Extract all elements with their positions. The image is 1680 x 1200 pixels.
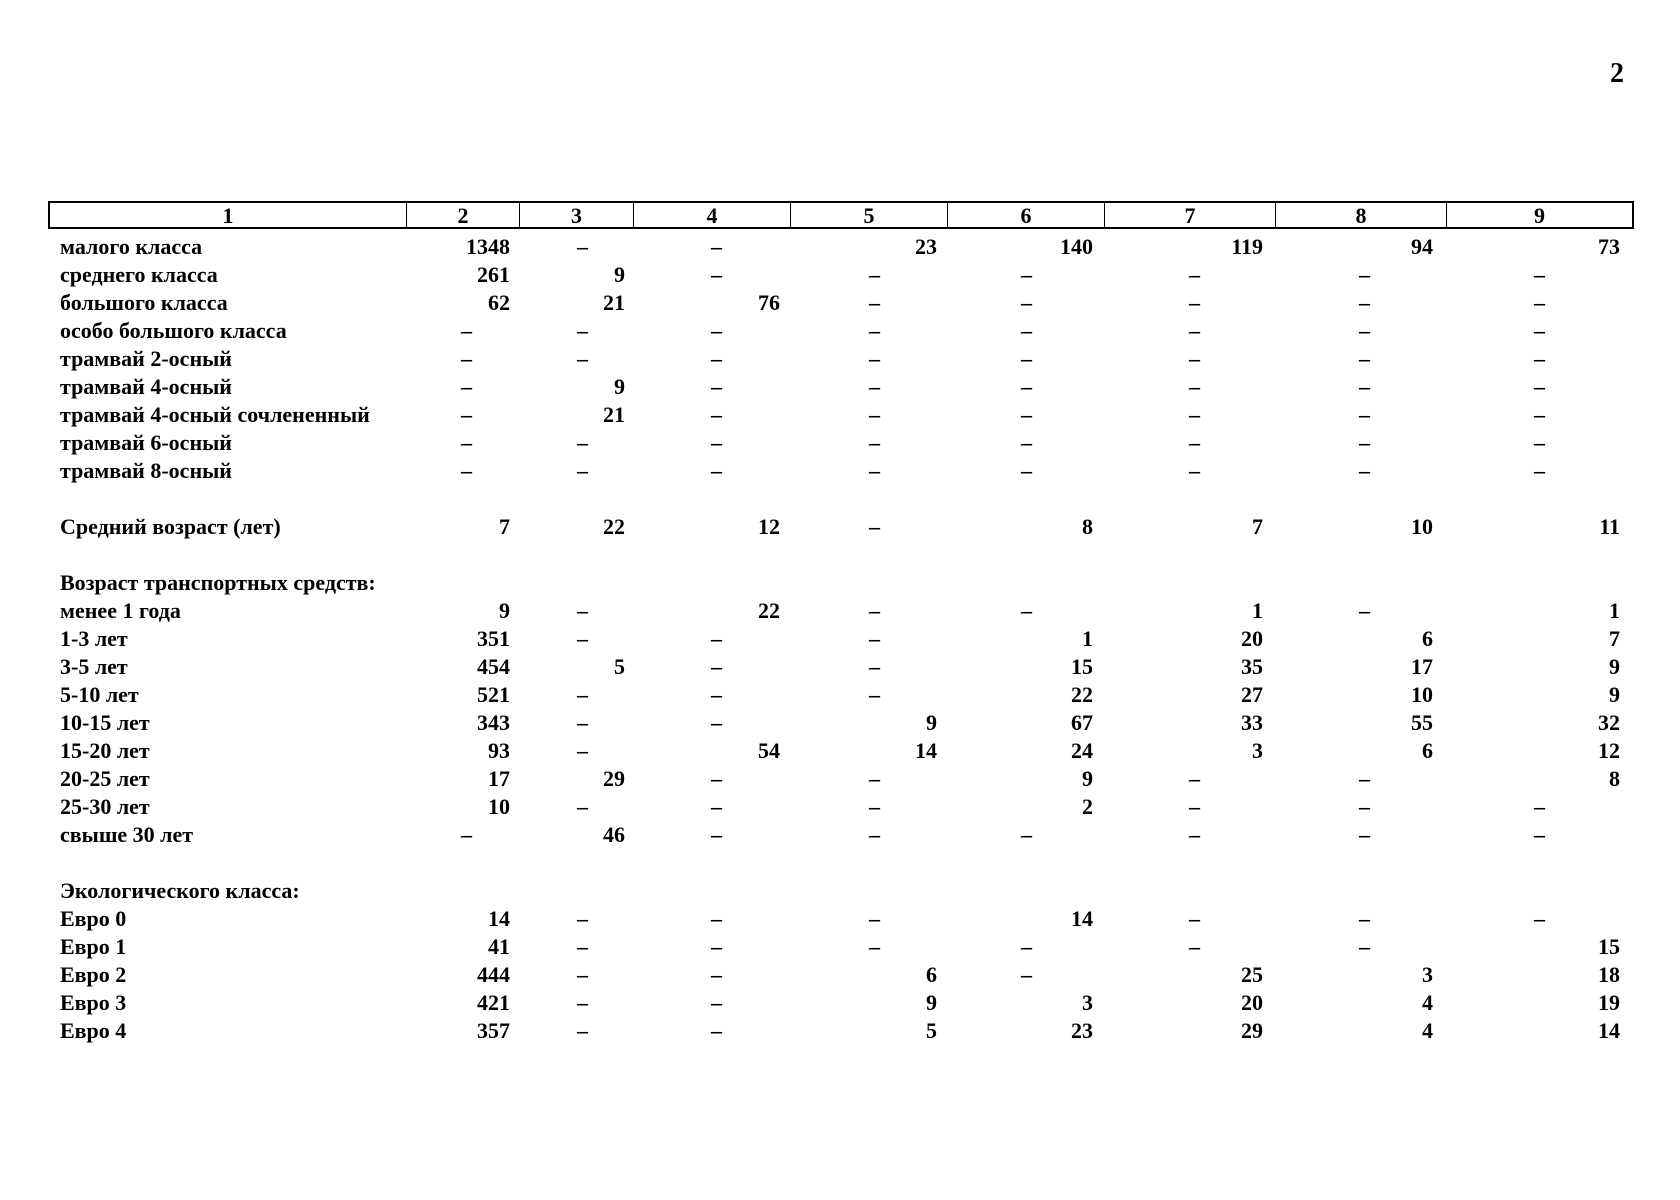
table-cell-col-8: – [1359, 906, 1370, 931]
table-row [0, 625, 1680, 653]
table-cell-col-5: – [869, 262, 880, 287]
table-cell-col-6: 22 [1071, 682, 1093, 707]
table-cell-col-9: – [1534, 374, 1545, 399]
table-cell-col-4: – [711, 402, 722, 427]
table-cell-col-4: 54 [758, 738, 780, 763]
table-row [0, 457, 1680, 485]
table-cell-col-7: 7 [1252, 514, 1263, 539]
table-row [0, 737, 1680, 765]
table-cell-col-6: – [1021, 598, 1032, 623]
table-row [0, 569, 1680, 597]
table-cell-col-2: 93 [488, 738, 510, 763]
table-cell-col-5: – [869, 766, 880, 791]
table-cell-col-3: 46 [603, 822, 625, 847]
table-cell-col-9: – [1534, 346, 1545, 371]
table-cell-col-7: – [1189, 318, 1200, 343]
table-cell-col-8: 17 [1411, 654, 1433, 679]
table-cell-col-5: 5 [926, 1018, 937, 1043]
table-cell-col-9: 1 [1609, 598, 1620, 623]
table-cell-col-7: – [1189, 430, 1200, 455]
table-cell-col-5: – [869, 626, 880, 651]
header-cell-8: 8 [1276, 203, 1447, 227]
table-cell-col-4: – [711, 766, 722, 791]
table-cell-col-6: – [1021, 962, 1032, 987]
row-label: менее 1 года [60, 598, 181, 623]
table-cell-col-2: 454 [477, 654, 510, 679]
table-row [0, 765, 1680, 793]
table-cell-col-5: 6 [926, 962, 937, 987]
table-cell-col-7: 27 [1241, 682, 1263, 707]
table-cell-col-6: 67 [1071, 710, 1093, 735]
row-label: Евро 3 [60, 990, 127, 1015]
table-cell-col-2: – [461, 374, 472, 399]
table-cell-col-8: – [1359, 346, 1370, 371]
header-cell-7: 7 [1105, 203, 1276, 227]
table-row [0, 905, 1680, 933]
table-cell-col-6: – [1021, 822, 1032, 847]
table-cell-col-8: – [1359, 934, 1370, 959]
table-cell-col-9: – [1534, 458, 1545, 483]
table-cell-col-8: – [1359, 598, 1370, 623]
row-label: трамвай 8-осный [60, 458, 232, 483]
table-cell-col-6: 15 [1071, 654, 1093, 679]
row-label: трамвай 6-осный [60, 430, 232, 455]
row-label: 10-15 лет [60, 710, 150, 735]
header-cell-1: 1 [50, 203, 407, 227]
table-row [0, 933, 1680, 961]
row-label: среднего класса [60, 262, 218, 287]
spacer-row [0, 849, 1680, 877]
table-cell-col-2: – [461, 822, 472, 847]
table-cell-col-6: – [1021, 262, 1032, 287]
table-cell-col-9: 12 [1598, 738, 1620, 763]
table-cell-col-4: – [711, 374, 722, 399]
table-cell-col-3: – [577, 234, 588, 259]
row-label: большого класса [60, 290, 228, 315]
table-cell-col-9: 19 [1598, 990, 1620, 1015]
row-label: 20-25 лет [60, 766, 150, 791]
table-cell-col-2: 521 [477, 682, 510, 707]
table-cell-col-5: – [869, 430, 880, 455]
row-label: Евро 2 [60, 962, 127, 987]
table-cell-col-5: – [869, 934, 880, 959]
table-cell-col-3: 21 [603, 402, 625, 427]
table-row [0, 233, 1680, 261]
table-cell-col-7: 33 [1241, 710, 1263, 735]
table-cell-col-3: – [577, 430, 588, 455]
row-label: трамвай 4-осный сочлененный [60, 402, 370, 427]
table-cell-col-5: – [869, 906, 880, 931]
table-row [0, 513, 1680, 541]
row-label: трамвай 4-осный [60, 374, 232, 399]
table-cell-col-3: – [577, 962, 588, 987]
table-cell-col-3: – [577, 1018, 588, 1043]
table-row [0, 597, 1680, 625]
table-row [0, 289, 1680, 317]
table-cell-col-5: – [869, 822, 880, 847]
table-cell-col-6: – [1021, 458, 1032, 483]
table-cell-col-9: – [1534, 318, 1545, 343]
table-cell-col-7: 35 [1241, 654, 1263, 679]
table-cell-col-6: – [1021, 374, 1032, 399]
table-cell-col-8: 10 [1411, 514, 1433, 539]
table-cell-col-4: 22 [758, 598, 780, 623]
row-label: 25-30 лет [60, 794, 150, 819]
table-cell-col-6: 23 [1071, 1018, 1093, 1043]
table-cell-col-9: – [1534, 290, 1545, 315]
table-cell-col-6: – [1021, 346, 1032, 371]
table-cell-col-2: – [461, 458, 472, 483]
row-label: 15-20 лет [60, 738, 150, 763]
table-row [0, 989, 1680, 1017]
table-cell-col-4: 76 [758, 290, 780, 315]
table-cell-col-7: – [1189, 402, 1200, 427]
table-cell-col-8: – [1359, 402, 1370, 427]
row-label: Экологического класса: [60, 878, 300, 903]
table-cell-col-3: 9 [614, 262, 625, 287]
row-label: Евро 4 [60, 1018, 127, 1043]
table-cell-col-4: – [711, 1018, 722, 1043]
table-cell-col-9: – [1534, 262, 1545, 287]
table-cell-col-2: 351 [477, 626, 510, 651]
table-cell-col-2: 7 [499, 514, 510, 539]
table-cell-col-5: – [869, 318, 880, 343]
table-cell-col-4: – [711, 234, 722, 259]
table-cell-col-7: – [1189, 794, 1200, 819]
table-row [0, 345, 1680, 373]
table-cell-col-4: – [711, 906, 722, 931]
row-label: свыше 30 лет [60, 822, 194, 847]
table-cell-col-3: – [577, 906, 588, 931]
row-label: 5-10 лет [60, 682, 139, 707]
table-cell-col-7: 25 [1241, 962, 1263, 987]
row-label: Евро 1 [60, 934, 127, 959]
spacer-row [0, 485, 1680, 513]
table-cell-col-2: 444 [477, 962, 510, 987]
table-cell-col-9: 8 [1609, 766, 1620, 791]
table-cell-col-9: 7 [1609, 626, 1620, 651]
table-cell-col-8: 10 [1411, 682, 1433, 707]
table-cell-col-7: – [1189, 934, 1200, 959]
table-cell-col-2: – [461, 402, 472, 427]
table-cell-col-7: – [1189, 346, 1200, 371]
table-cell-col-6: – [1021, 318, 1032, 343]
table-cell-col-3: 22 [603, 514, 625, 539]
table-cell-col-9: 9 [1609, 682, 1620, 707]
table-cell-col-2: – [461, 346, 472, 371]
table-cell-col-7: 119 [1231, 234, 1263, 259]
table-cell-col-8: 4 [1422, 990, 1433, 1015]
table-cell-col-7: – [1189, 766, 1200, 791]
table-cell-col-9: – [1534, 906, 1545, 931]
spacer-row [0, 541, 1680, 569]
table-cell-col-6: 3 [1082, 990, 1093, 1015]
row-label: Евро 0 [60, 906, 127, 931]
table-row [0, 653, 1680, 681]
table-cell-col-6: 1 [1082, 626, 1093, 651]
table-cell-col-2: 1348 [466, 234, 510, 259]
table-cell-col-8: – [1359, 766, 1370, 791]
table-cell-col-4: – [711, 430, 722, 455]
table-cell-col-7: – [1189, 262, 1200, 287]
table-row [0, 373, 1680, 401]
header-cell-2: 2 [407, 203, 520, 227]
table-cell-col-8: – [1359, 290, 1370, 315]
table-cell-col-6: 8 [1082, 514, 1093, 539]
table-cell-col-6: 140 [1060, 234, 1093, 259]
table-cell-col-6: – [1021, 430, 1032, 455]
table-cell-col-9: 73 [1598, 234, 1620, 259]
table-cell-col-4: – [711, 626, 722, 651]
table-cell-col-8: 94 [1411, 234, 1433, 259]
table-cell-col-5: 9 [926, 710, 937, 735]
table-cell-col-7: – [1189, 374, 1200, 399]
table-cell-col-5: 14 [915, 738, 937, 763]
table-cell-col-3: – [577, 990, 588, 1015]
header-cell-9: 9 [1534, 203, 1545, 228]
row-label: 3-5 лет [60, 654, 128, 679]
table-cell-col-2: – [461, 430, 472, 455]
table-cell-col-3: – [577, 346, 588, 371]
table-row [0, 429, 1680, 457]
table-cell-col-2: 62 [488, 290, 510, 315]
table-cell-col-9: 15 [1598, 934, 1620, 959]
table-cell-col-5: 23 [915, 234, 937, 259]
table-cell-col-9: – [1534, 822, 1545, 847]
row-label: 1-3 лет [60, 626, 128, 651]
table-cell-col-4: – [711, 710, 722, 735]
row-label: Возраст транспортных средств: [60, 570, 376, 595]
table-cell-col-3: – [577, 598, 588, 623]
table-cell-col-2: 17 [488, 766, 510, 791]
table-cell-col-5: – [869, 654, 880, 679]
table-cell-col-4: 12 [758, 514, 780, 539]
table-cell-col-2: 14 [488, 906, 510, 931]
table-cell-col-4: – [711, 822, 722, 847]
table-cell-col-3: 5 [614, 654, 625, 679]
table-cell-col-7: 20 [1241, 626, 1263, 651]
table-row [0, 877, 1680, 905]
table-cell-col-2: 343 [477, 710, 510, 735]
table-cell-col-2: 261 [477, 262, 510, 287]
table-cell-col-7: – [1189, 458, 1200, 483]
table-cell-col-8: – [1359, 794, 1370, 819]
table-body [0, 233, 1680, 1045]
table-cell-col-8: 6 [1422, 738, 1433, 763]
table-cell-col-2: 357 [477, 1018, 510, 1043]
table-cell-col-4: – [711, 962, 722, 987]
table-row [0, 317, 1680, 345]
table-cell-col-7: – [1189, 906, 1200, 931]
table-cell-col-8: – [1359, 458, 1370, 483]
table-cell-col-7: 3 [1252, 738, 1263, 763]
table-cell-col-8: 4 [1422, 1018, 1433, 1043]
table-cell-col-6: – [1021, 290, 1032, 315]
table-cell-col-3: – [577, 458, 588, 483]
row-label: Средний возраст (лет) [60, 514, 281, 539]
table-cell-col-3: 9 [614, 374, 625, 399]
table-cell-col-8: 55 [1411, 710, 1433, 735]
table-cell-col-9: 32 [1598, 710, 1620, 735]
table-cell-col-8: – [1359, 430, 1370, 455]
table-cell-col-4: – [711, 458, 722, 483]
table-cell-col-8: – [1359, 318, 1370, 343]
table-cell-col-2: 41 [488, 934, 510, 959]
table-cell-col-5: – [869, 598, 880, 623]
table-row [0, 793, 1680, 821]
table-cell-col-8: 3 [1422, 962, 1433, 987]
table-cell-col-4: – [711, 346, 722, 371]
table-cell-col-5: – [869, 402, 880, 427]
table-cell-col-4: – [711, 262, 722, 287]
table-cell-col-5: – [869, 346, 880, 371]
table-cell-col-4: – [711, 682, 722, 707]
table-cell-col-7: – [1189, 290, 1200, 315]
table-cell-col-3: – [577, 710, 588, 735]
table-row [0, 401, 1680, 429]
table-cell-col-5: – [869, 374, 880, 399]
table-cell-col-3: – [577, 318, 588, 343]
table-cell-col-4: – [711, 990, 722, 1015]
table-cell-col-4: – [711, 934, 722, 959]
table-cell-col-3: – [577, 738, 588, 763]
table-cell-col-6: 9 [1082, 766, 1093, 791]
table-cell-col-7: 29 [1241, 1018, 1263, 1043]
table-header-row [48, 201, 1634, 229]
table-cell-col-7: – [1189, 822, 1200, 847]
header-cell-5: 5 [791, 203, 948, 227]
table-cell-col-2: 9 [499, 598, 510, 623]
table-cell-col-5: – [869, 682, 880, 707]
table-row [0, 1017, 1680, 1045]
table-cell-col-3: 29 [603, 766, 625, 791]
table-cell-col-2: 421 [477, 990, 510, 1015]
table-cell-col-8: – [1359, 374, 1370, 399]
table-row [0, 821, 1680, 849]
table-cell-col-3: – [577, 626, 588, 651]
table-cell-col-6: – [1021, 934, 1032, 959]
table-cell-col-9: – [1534, 402, 1545, 427]
table-cell-col-6: 2 [1082, 794, 1093, 819]
table-cell-col-6: – [1021, 402, 1032, 427]
table-cell-col-5: – [869, 458, 880, 483]
table-cell-col-5: – [869, 514, 880, 539]
table-cell-col-2: – [461, 318, 472, 343]
table-cell-col-9: 11 [1599, 514, 1620, 539]
table-cell-col-5: – [869, 794, 880, 819]
table-cell-col-9: – [1534, 430, 1545, 455]
table-cell-col-6: 24 [1071, 738, 1093, 763]
table-cell-col-7: 1 [1252, 598, 1263, 623]
table-cell-col-9: 18 [1598, 962, 1620, 987]
row-label: трамвай 2-осный [60, 346, 232, 371]
table-cell-col-5: – [869, 290, 880, 315]
header-cell-4: 4 [634, 203, 791, 227]
table-cell-col-2: 10 [488, 794, 510, 819]
table-cell-col-3: – [577, 682, 588, 707]
table-cell-col-5: 9 [926, 990, 937, 1015]
table-cell-col-4: – [711, 654, 722, 679]
table-cell-col-4: – [711, 794, 722, 819]
header-cell-3: 3 [520, 203, 634, 227]
header-cell-6: 6 [948, 203, 1105, 227]
row-label: малого класса [60, 234, 203, 259]
table-cell-col-9: 9 [1609, 654, 1620, 679]
table-row [0, 961, 1680, 989]
table-cell-col-6: 14 [1071, 906, 1093, 931]
table-cell-col-4: – [711, 318, 722, 343]
table-cell-col-9: 14 [1598, 1018, 1620, 1043]
table-cell-col-9: – [1534, 794, 1545, 819]
table-cell-col-3: – [577, 934, 588, 959]
table-cell-col-3: 21 [603, 290, 625, 315]
row-label: особо большого класса [60, 318, 287, 343]
table-row [0, 681, 1680, 709]
page-number: 2 [1610, 58, 1624, 89]
table-cell-col-3: – [577, 794, 588, 819]
table-row [0, 261, 1680, 289]
table-row [0, 709, 1680, 737]
table-cell-col-8: 6 [1422, 626, 1433, 651]
table-cell-col-8: – [1359, 262, 1370, 287]
table-cell-col-7: 20 [1241, 990, 1263, 1015]
table-cell-col-8: – [1359, 822, 1370, 847]
